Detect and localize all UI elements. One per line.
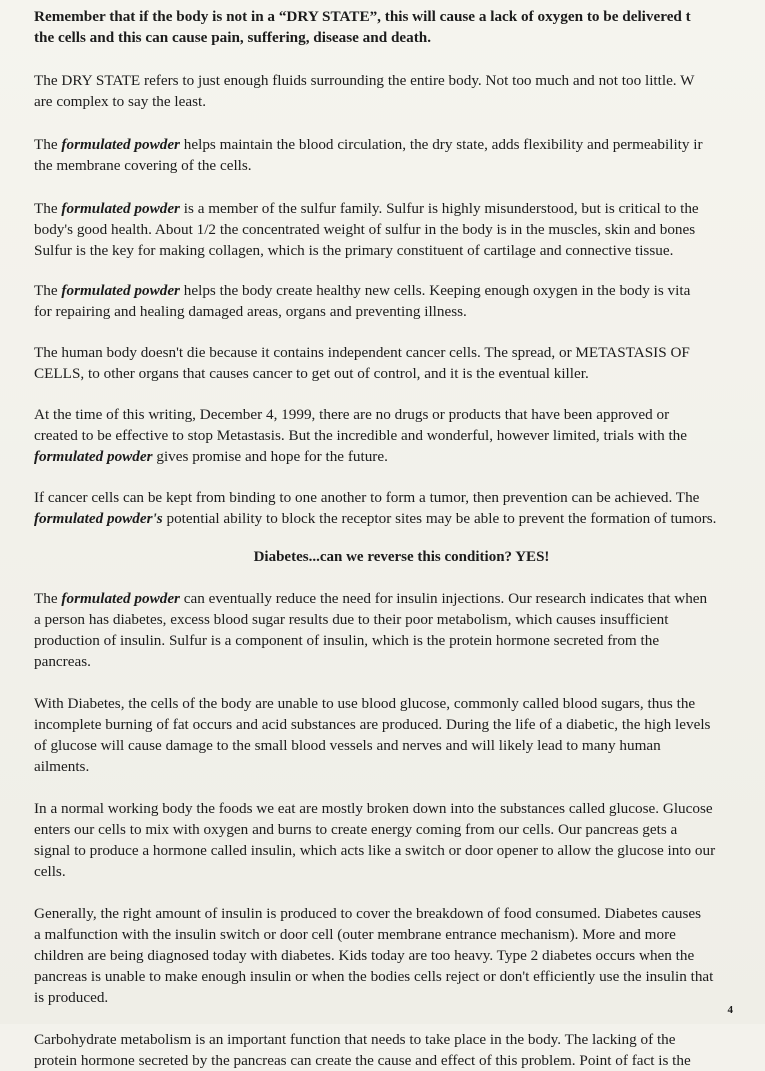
text-line: The formulated powder helps the body create healthy new cells. Keeping enough oxygen in the body is vita (34, 282, 691, 299)
text-line: the membrane covering of the cells. (34, 157, 252, 174)
carbohydrate-paragraph (34, 1029, 759, 1071)
text-line: pancreas. (34, 653, 91, 670)
emphasis: formulated powder (61, 136, 180, 153)
emphasis: formulated powder (61, 200, 180, 217)
text-line: children are being diagnosed today with diabetes. Kids today are too heavy. Type 2 diabetes occurs when the (34, 947, 695, 964)
tumor-paragraph (34, 487, 759, 529)
text-line: enters our cells to mix with oxygen and burns to create energy coming from our cells. Our pancreas gets a (34, 821, 678, 838)
text-line: Generally, the right amount of insulin is produced to cover the breakdown of food consumed. Diabetes causes (34, 905, 702, 922)
intro-paragraph (34, 6, 759, 48)
text-line: protein hormone secreted by the pancreas can create the cause and effect of this problem. Point of fact is the (34, 1052, 691, 1069)
insulin-malfunction-paragraph (34, 903, 759, 1008)
text-line: a person has diabetes, excess blood sugar results due to their poor metabolism, which causes insufficient (34, 611, 669, 628)
sulfur-paragraph (34, 198, 759, 261)
text-line: incomplete burning of fat occurs and acid substances are produced. During the life of a diabetic, the high levels (34, 716, 711, 733)
text-line: The DRY STATE refers to just enough fluids surrounding the entire body. Not too much and not too little. W (34, 72, 695, 89)
text-line: a malfunction with the insulin switch or door cell (outer membrane entrance mechanism). More and more (34, 926, 676, 943)
text-line: The formulated powder is a member of the sulfur family. Sulfur is highly misunderstood, but is critical to the (34, 200, 699, 217)
text-line: The formulated powder helps maintain the blood circulation, the dry state, adds flexibility and permeability ir (34, 136, 703, 153)
emphasis: formulated powder (34, 448, 153, 465)
text-line: the cells and this can cause pain, suffering, disease and death. (34, 29, 432, 46)
text-line: is produced. (34, 989, 109, 1006)
writing-date-paragraph (34, 404, 759, 467)
page-number: 4 (727, 1004, 733, 1016)
text-line: In a normal working body the foods we eat are mostly broken down into the substances called glucose. Glucose (34, 800, 713, 817)
text-line: Remember that if the body is not in a “DRY STATE”, this will cause a lack of oxygen to be delivered t (34, 8, 691, 25)
blood-glucose-paragraph (34, 693, 759, 777)
text-line: created to be effective to stop Metastasis. But the incredible and wonderful, however limited, trials with the (34, 427, 688, 444)
text-line: are complex to say the least. (34, 93, 207, 110)
dry-state-paragraph (34, 70, 759, 112)
normal-body-paragraph (34, 798, 759, 882)
new-cells-paragraph (34, 280, 759, 322)
text-line: production of insulin. Sulfur is a component of insulin, which is the protein hormone secreted from the (34, 632, 660, 649)
text-line: With Diabetes, the cells of the body are unable to use blood glucose, commonly called blood sugars, thus the (34, 695, 696, 712)
text-line: Sulfur is the key for making collagen, which is the primary constituent of cartilage and connective tissue. (34, 242, 674, 259)
insulin-paragraph (34, 588, 759, 672)
emphasis: formulated powder (61, 590, 180, 607)
emphasis: formulated powder's (34, 510, 163, 527)
diabetes-heading: Diabetes...can we reverse this condition? YES! (253, 549, 550, 565)
text-line: CELLS, to other organs that causes cancer to get out of control, and it is the eventual killer. (34, 365, 589, 382)
text-line: signal to produce a hormone called insulin, which acts like a switch or door opener to allow the glucose into our (34, 842, 716, 859)
circulation-paragraph (34, 134, 759, 176)
text-line: Carbohydrate metabolism is an important function that needs to take place in the body. The lacking of the (34, 1031, 676, 1048)
text-line: The formulated powder can eventually reduce the need for insulin injections. Our research indicates that when (34, 590, 708, 607)
text-line: for repairing and healing damaged areas, organs and preventing illness. (34, 303, 467, 320)
text-line: formulated powder gives promise and hope for the future. (34, 448, 388, 465)
text-line: pancreas is unable to make enough insulin or when the bodies cells reject or don't efficiently use the insulin that (34, 968, 714, 985)
text-line: At the time of this writing, December 4, 1999, there are no drugs or products that have been approved or (34, 406, 670, 423)
text-line: ailments. (34, 758, 90, 775)
text-line: cells. (34, 863, 66, 880)
text-line: formulated powder's potential ability to block the receptor sites may be able to prevent the formation of tumors. (34, 510, 717, 527)
text-line: If cancer cells can be kept from binding to one another to form a tumor, then prevention can be achieved. The (34, 489, 700, 506)
text-line: body's good health. About 1/2 the concentrated weight of sulfur in the body is in the muscles, skin and bones (34, 221, 696, 238)
metastasis-paragraph (34, 342, 759, 384)
text-line: of glucose will cause damage to the small blood vessels and nerves and will likely lead to many human (34, 737, 661, 754)
emphasis: formulated powder (61, 282, 180, 299)
text-line: The human body doesn't die because it contains independent cancer cells. The spread, or METASTASIS OF (34, 344, 690, 361)
